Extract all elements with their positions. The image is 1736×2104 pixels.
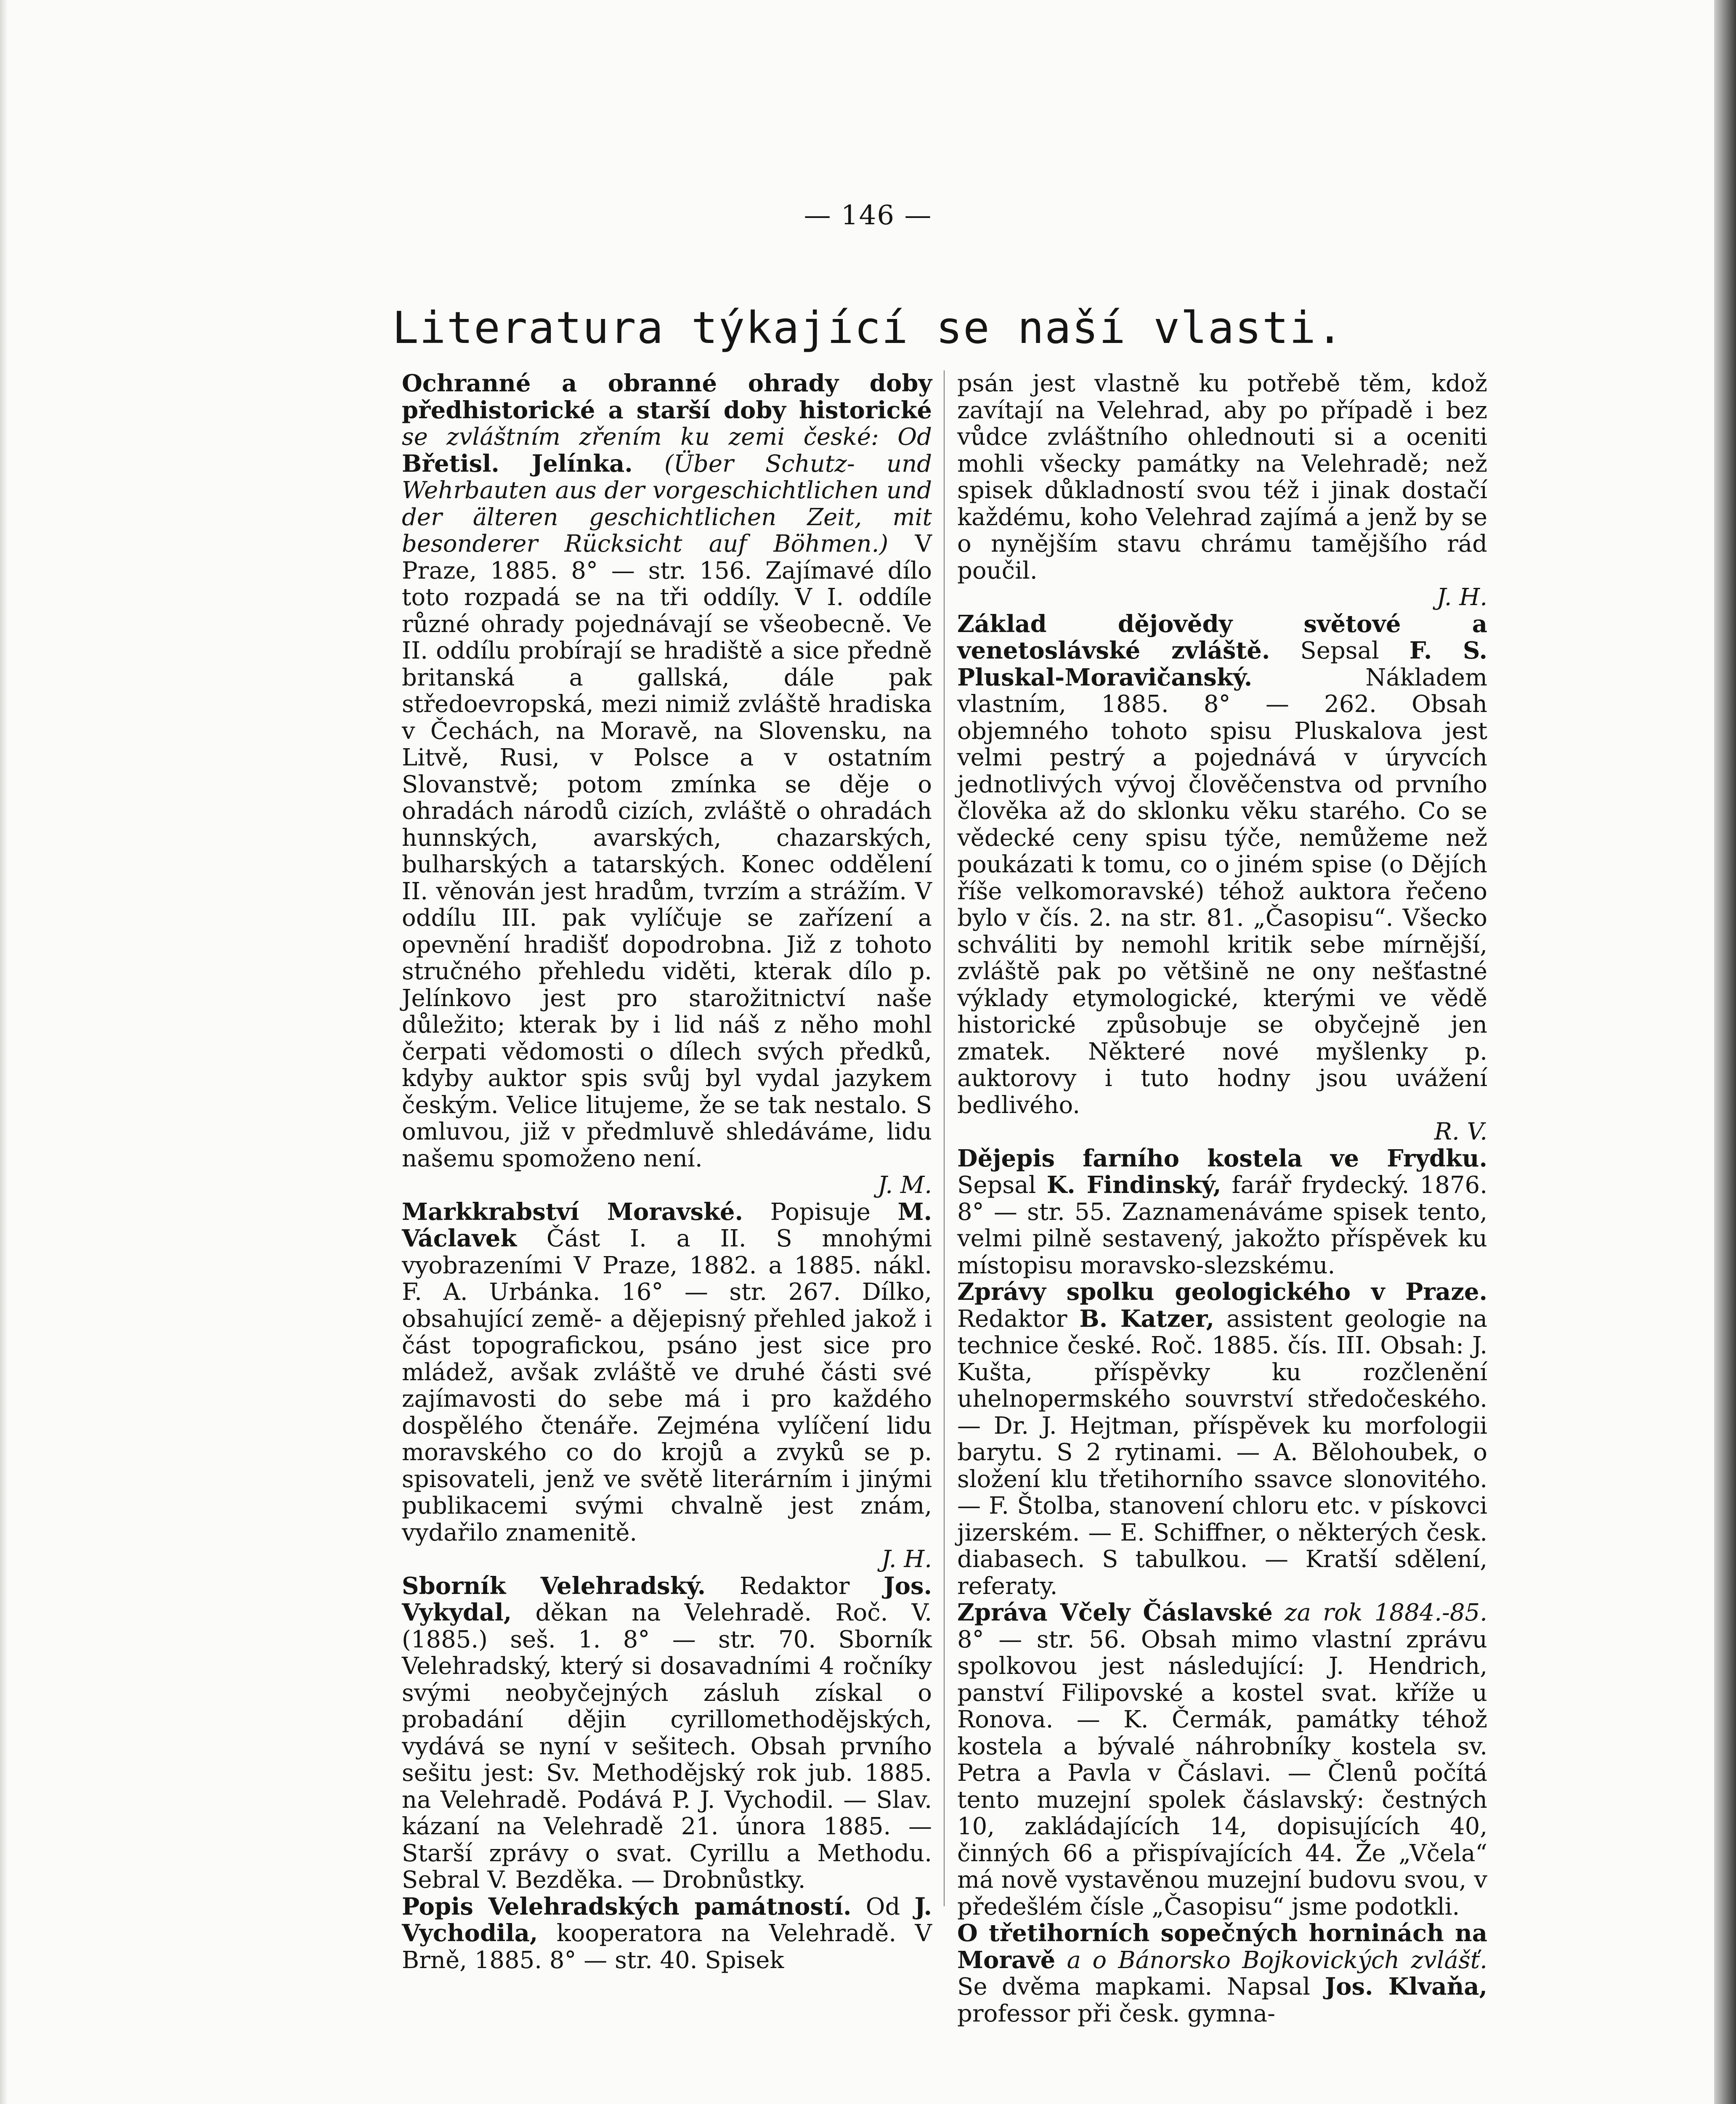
right-column [957, 370, 1487, 2027]
entry-zpravy-geologicke [957, 1279, 1487, 1599]
entry-heading: Zprávy spolku geologického v Praze. [957, 1278, 1487, 1306]
entry-heading-italic: za rok 1884.-85. [1285, 1599, 1487, 1626]
entry-body: Nákladem vlastním, 1885. 8° — 262. Obsah objemného tohoto spisu Pluskalova jest velmi pestrý a pojednává v úryvcích jednotlivých vývoj člověčenstva od prvního člověka až do sklonku věku starého. Co se vědecké ceny spisu týče, nemůžeme než poukázati k tomu, co o jiném spise (o Dějích říše velkomoravské) téhož auktora řečeno bylo v čís. 2. na str. 81. „Časopisu“. Všecko schváliti by nemohl kritik sebe mírnější, zvláště pak po většině ne ony nešťastné výklady etymologické, kterými ve vědě historické způsobuje se obyčejně jen zmatek. Některé nové myšlenky p. auktorovy i tuto hodny jsou uvážení bedlivého. [957, 664, 1487, 1119]
entry-dejepis [957, 1145, 1487, 1279]
entry-body: 8° — str. 56. Obsah mimo vlastní zprávu spolkovou jest následující: J. Hendrich, panství Filipovské a kostel svat. kříže u Ronova. — K. Čermák, památky téhož kostela a bývalé náhrobníky kostela sv. Petra a Pavla v Čáslavi. — Členů počítá tento muzejní spolek čáslavský: čestných 10, zakládajících 14, dopisujících 40, činných 66 a přispívajících 44. Že „Včela“ má nově vystavěnou muzejní budovu svou, v předešlém čísle „Časopisu“ jsme podotkli. [957, 1626, 1487, 1921]
entry-vcela [957, 1599, 1487, 1920]
entry-heading: Zpráva Včely Čáslavské [957, 1599, 1273, 1626]
entry-heading: Popis Velehradských památností. [402, 1892, 852, 1921]
entry-heading: Základ dějovědy světové a venetoslávské zvláště. [957, 610, 1487, 664]
entry-sbornik [402, 1573, 932, 1894]
entry-body: Část I. a II. S mnohými vyobrazeními V Praze, 1882. a 1885. nákl. F. A. Urbánka. 16° — str. 267. Dílko, obsahující země- a dějepisný přehled jakož i část topografickou, psáno jest sice pro mládež, avšak zvláště ve druhé části své zajímavosti do sebe má i pro každého dospělého čtenáře. Zejména vylíčení lidu moravského co do krojů a zvyků se p. spisovateli, jenž ve světě literárním i jinými publikacemi svými chvalně jest znám, vydařilo znamenitě. [402, 1225, 932, 1546]
entry-german-title: (Über Schutz- und Wehrbauten aus der vorgeschichtlichen und der älteren geschichtlichen Zeit, mit besonderer Rücksicht auf Böhmen.) [402, 450, 932, 558]
entry-markkrabstvi [402, 1199, 932, 1546]
entry-author: J. Vychodila, [402, 1892, 932, 1947]
entry-author: M. Václavek [402, 1198, 932, 1252]
entry-signature: J. H. [1436, 584, 1487, 611]
entry-zaklad [957, 611, 1487, 1119]
page-number: — 146 — [804, 200, 932, 231]
entry-body: professor při česk. gymna- [957, 2000, 1276, 2027]
entry-horniny [957, 1920, 1487, 2027]
entry-body-pre: Popisuje [770, 1198, 871, 1226]
entry-body-pre: Redaktor [957, 1305, 1067, 1333]
entry-jelinek [402, 370, 932, 1172]
entry-heading: Ochranné a obranné ohrady doby předhistorické a starší doby historické [402, 369, 932, 424]
entry-heading: Sborník Velehradský. [402, 1572, 706, 1600]
entry-heading: O třetihorních sopečných horninách na Moravě [957, 1919, 1487, 1974]
left-column [402, 370, 932, 1974]
entry-author: Jos. Vykydal, [402, 1572, 932, 1626]
entry-body: děkan na Velehradě. Roč. V. (1885.) seš. 1. 8° — str. 70. Sborník Velehradský, který si dosavadními 4 ročníky svými neobyčejných zásluh získal o probadání dějin cyrillomethodějských, vydává se nyní v sešitech. Obsah prvního sešitu jest: Sv. Methodějský rok jub. 1885. na Velehradě. Podává P. J. Vychodil. — Slav. kázaní na Velehradě 21. února 1885. — Starší zprávy o svat. Cyrillu a Methodu. Sebral V. Bezděka. — Drobnůstky. [402, 1599, 932, 1894]
entry-author: B. Katzer, [1079, 1304, 1214, 1333]
entry-author: K. Findinský, [1046, 1171, 1221, 1199]
entry-popis-continued [957, 370, 1487, 584]
entry-popis [402, 1894, 932, 1974]
entry-body: assistent geologie na technice české. Roč. 1885. čís. III. Obsah: J. Kušta, příspěvky ku rozčlenění uhelnopermského souvrství středočeského. — Dr. J. Hejtman, příspěvek ku morfologii barytu. S 2 rytinami. — A. Bělohoubek, o složení klu třetihorního ssavce slonovitého. — F. Štolba, stanovení chloru etc. v pískovci jizerském. — E. Schiffner, o některých česk. diabasech. S tabulkou. — Kratší sdělení, referaty. [957, 1305, 1488, 1600]
entry-author: Břetisl. Jelínka. [402, 449, 633, 478]
entry-body: farář frydecký. 1876. 8° — str. 55. Zaznamenáváme spisek tento, velmi pilně sestavený, jakožto příspěvek ku místopisu moravsko-slezskému. [957, 1172, 1487, 1279]
column-divider [944, 370, 945, 1906]
entry-signature: R. V. [1434, 1118, 1487, 1145]
entry-author: Jos. Klvaňa, [1325, 1973, 1487, 2000]
entry-signature: J. M. [878, 1172, 932, 1199]
entry-body: kooperatora na Velehradě. V Brně, 1885. 8° — str. 40. Spisek [402, 1920, 932, 1974]
entry-subtitle: se zvláštním zřením ku zemi české: [402, 423, 879, 451]
entry-signature: J. H. [881, 1546, 932, 1573]
entry-heading: Dějepis farního kostela ve Frydku. [957, 1144, 1487, 1172]
entry-body-pre: Redaktor [739, 1572, 850, 1600]
entry-author-prefix: Od [897, 423, 932, 451]
entry-body-pre: Od [865, 1893, 900, 1921]
entry-body-pre: Se dvěma mapkami. Napsal [957, 1973, 1311, 2000]
entry-body-pre: Sepsal [957, 1172, 1036, 1199]
page-title: Literatura týkající se naší vlasti. [392, 302, 1344, 353]
entry-body: psán jest vlastně ku potřebě těm, kdož zavítají na Velehrad, aby po případě i bez vůdce zvláštního ohlednouti si a oceniti mohli všecky památky na Velehradě; než spisek důkladností svou též i jinak dostačí každému, koho Velehrad zajímá a jenž by se o nynějším stavu chrámu tamějšího rád poučil. [957, 370, 1487, 584]
entry-body: V Praze, 1885. 8° — str. 156. Zajímavé dílo toto rozpadá se na tři oddíly. V I. oddíle různé ohrady pojednávají se všeobecně. Ve II. oddílu probírají se hradiště a sice předně britanská a gallská, dále pak středoevropská, mezi nimiž zvláště hradiska v Čechách, na Moravě, na Slovensku, na Litvě, Rusi, v Polsce a v ostatním Slovanstvě; potom zmínka se děje o ohradách národů cizích, zvláště o ohradách hunnských, avarských, chazarských, bulharských a tatarských. Konec oddělení II. věnován jest hradům, tvrzím a strážím. V oddílu III. pak vylíčuje se zařízení a opevnění hradišť dopodrobna. Již z tohoto stručného přehledu viděti, kterak dílo p. Jelínkovo jest pro starožitnictví naše důležito; kterak by i lid náš z něho mohl čerpati vědomosti o dílech svých předků, kdyby auktor spis svůj byl vydal jazykem českým. Velice litujeme, že se tak nestalo. S omluvou, již v předmluvě shledáváme, lidu našemu spomoženo není. [402, 530, 932, 1172]
entry-heading: Markkrabství Moravské. [402, 1198, 743, 1226]
entry-heading-italic: a o Bánorsko Bojkovických zvlášť. [1067, 1946, 1487, 1974]
entry-author: F. S. Pluskal-Moravičanský. [957, 637, 1487, 691]
entry-body-pre: Sepsal [1300, 637, 1379, 664]
